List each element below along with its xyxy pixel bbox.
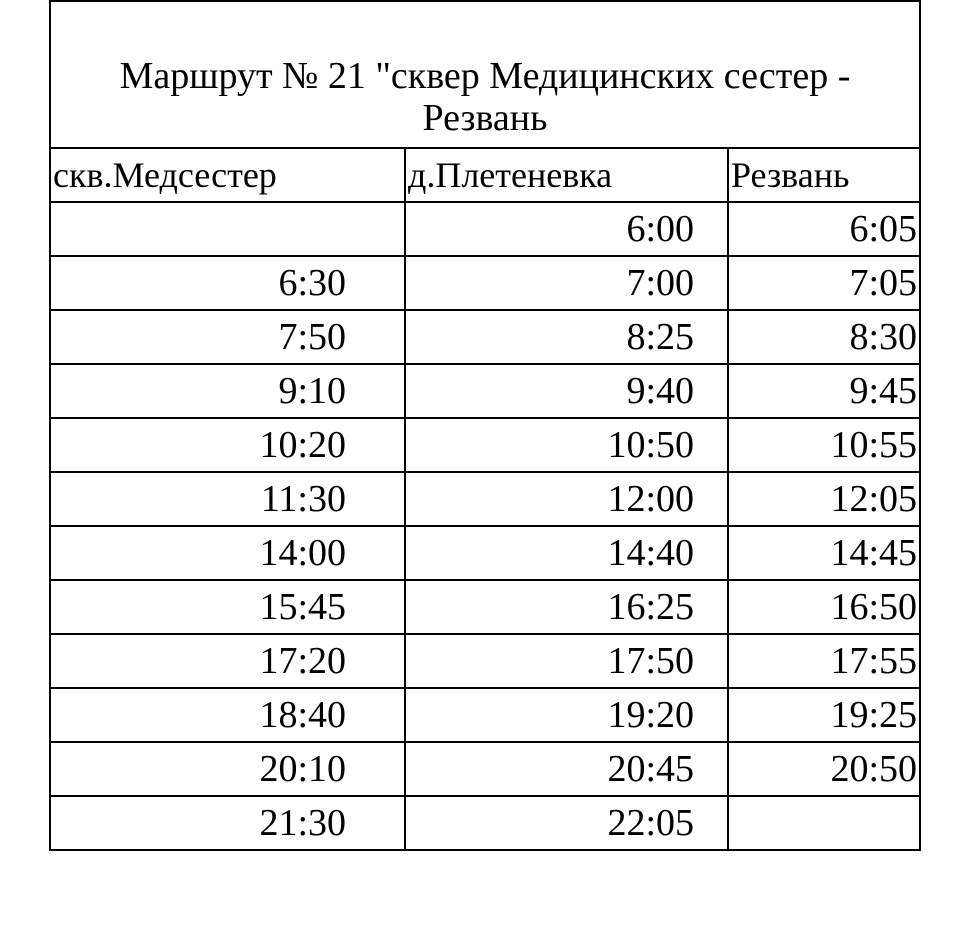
time-cell: 16:25: [405, 580, 728, 634]
column-header-rezvan: Резвань: [728, 148, 920, 202]
time-cell: 6:05: [728, 202, 920, 256]
column-header-skv-medsester: скв.Медсестер: [50, 148, 405, 202]
table-row: [50, 742, 920, 796]
time-cell: 17:55: [728, 634, 920, 688]
time-cell: 7:00: [405, 256, 728, 310]
time-cell: 12:00: [405, 472, 728, 526]
time-cell: [50, 202, 405, 256]
table-row: [50, 202, 920, 256]
time-cell: 10:55: [728, 418, 920, 472]
time-cell: 18:40: [50, 688, 405, 742]
time-cell: 14:45: [728, 526, 920, 580]
time-cell: 11:30: [50, 472, 405, 526]
time-cell: 6:30: [50, 256, 405, 310]
time-cell: 12:05: [728, 472, 920, 526]
table-row: [50, 580, 920, 634]
table-row: [50, 418, 920, 472]
time-cell: 16:50: [728, 580, 920, 634]
time-cell: 21:30: [50, 796, 405, 850]
time-cell: 7:05: [728, 256, 920, 310]
route-title-line1: Маршрут № 21 "сквер Медицинских сестер -: [119, 55, 851, 97]
table-row: [50, 310, 920, 364]
time-cell: 20:10: [50, 742, 405, 796]
table-row: [50, 796, 920, 850]
table-row: [50, 256, 920, 310]
time-cell: 19:25: [728, 688, 920, 742]
table-row: [50, 688, 920, 742]
time-cell: 8:30: [728, 310, 920, 364]
time-cell: 10:50: [405, 418, 728, 472]
time-cell: 9:10: [50, 364, 405, 418]
time-cell: 20:50: [728, 742, 920, 796]
header-row: [50, 148, 920, 202]
time-cell: 17:20: [50, 634, 405, 688]
route-title: [50, 1, 920, 148]
time-cell: 9:45: [728, 364, 920, 418]
time-cell: 9:40: [405, 364, 728, 418]
time-cell: 22:05: [405, 796, 728, 850]
time-cell: 6:00: [405, 202, 728, 256]
time-cell: 20:45: [405, 742, 728, 796]
time-cell: 7:50: [50, 310, 405, 364]
time-cell: 14:00: [50, 526, 405, 580]
table-row: [50, 526, 920, 580]
route-title-line2: Резвань: [422, 97, 548, 139]
timetable: [49, 0, 921, 851]
table-row: [50, 634, 920, 688]
time-cell: [728, 796, 920, 850]
time-cell: 17:50: [405, 634, 728, 688]
time-cell: 10:20: [50, 418, 405, 472]
time-cell: 8:25: [405, 310, 728, 364]
title-row: [50, 1, 920, 148]
time-cell: 19:20: [405, 688, 728, 742]
column-header-pleteneвka: д.Плетеневка: [405, 148, 728, 202]
table-row: [50, 364, 920, 418]
table-row: [50, 472, 920, 526]
time-cell: 15:45: [50, 580, 405, 634]
time-cell: 14:40: [405, 526, 728, 580]
